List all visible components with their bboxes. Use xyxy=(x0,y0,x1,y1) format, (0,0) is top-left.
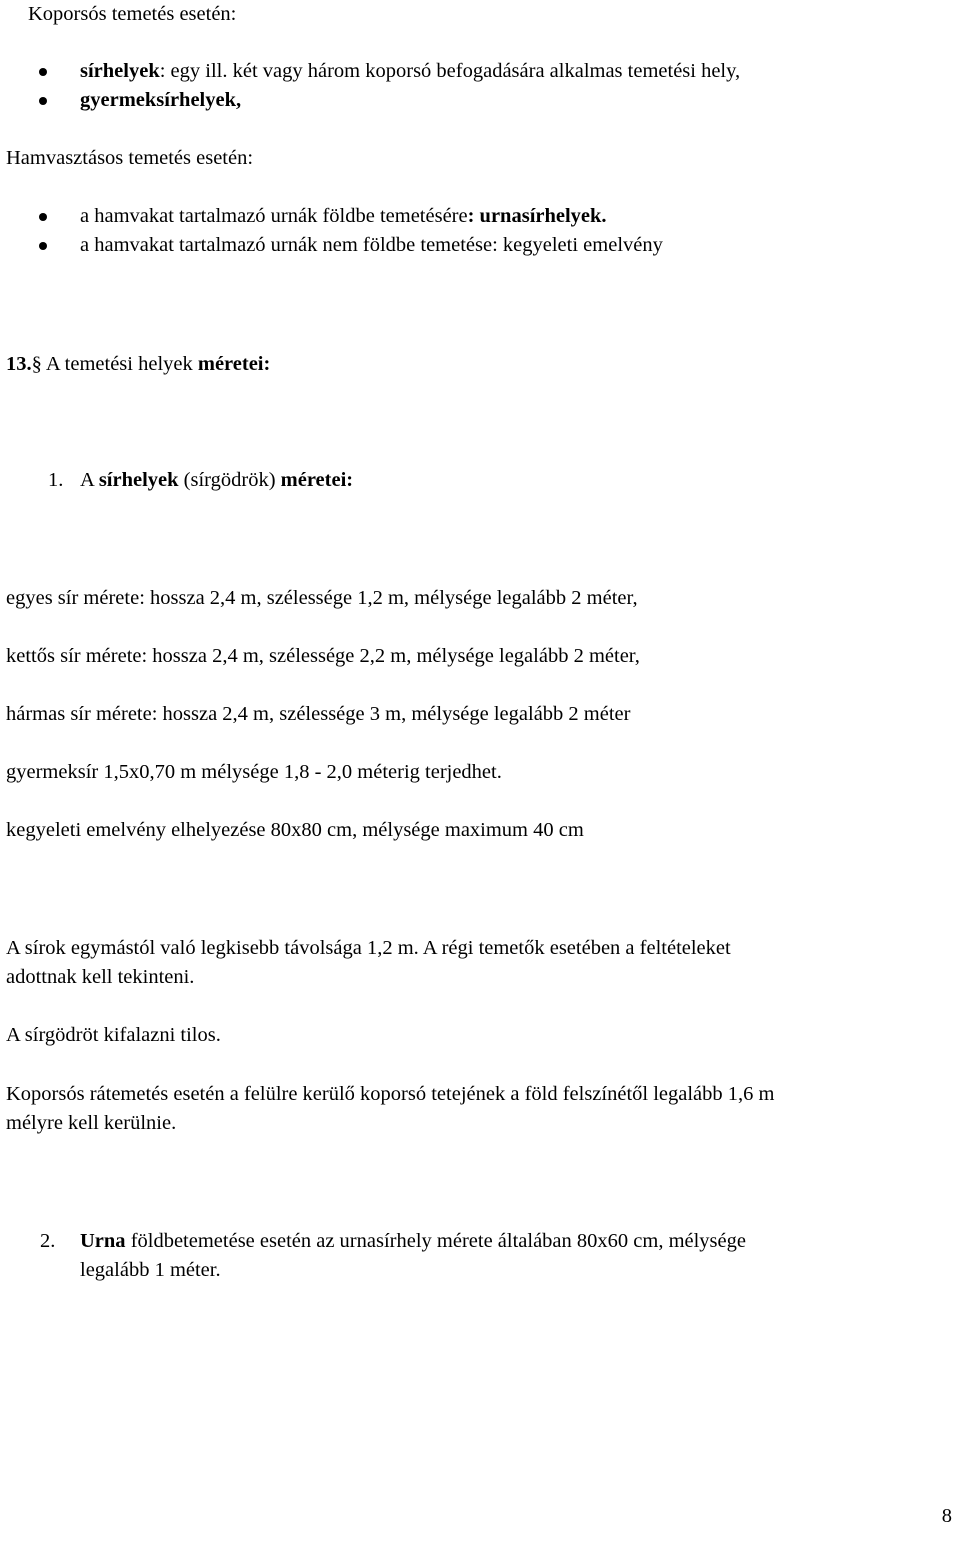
reburial-line-2: mélyre kell kerülnie. xyxy=(6,1112,177,1134)
list-item-gyermeksirhelyek xyxy=(80,88,241,113)
subheading-mid: (sírgödrök) xyxy=(178,469,281,491)
size-kettos: kettős sír mérete: hossza 2,4 m, szélessége 2,2 m, mélysége legalább 2 méter, xyxy=(6,645,640,667)
page-number: 8 xyxy=(941,1505,952,1527)
heading-text: A temetési helyek xyxy=(41,353,198,375)
bullet-icon xyxy=(39,242,47,250)
subheading-1 xyxy=(80,468,353,493)
size-kegyeleti: kegyeleti emelvény elhelyezése 80x80 cm, mélysége maximum 40 cm xyxy=(6,819,584,841)
section-koporsos-title: Koporsós temetés esetén: xyxy=(28,3,237,25)
list-item-urnasirhelyek xyxy=(80,204,607,229)
item2-line-1 xyxy=(80,1229,746,1254)
bullet-icon xyxy=(39,97,47,105)
item-text: : egy ill. két vagy három koporsó befogadására alkalmas temetési hely, xyxy=(159,60,741,82)
heading-number: 13. xyxy=(6,353,32,375)
subheading-bold: méretei: xyxy=(280,469,354,491)
item2-number: 2. xyxy=(40,1230,56,1252)
subheading-bold: sírhelyek xyxy=(98,469,179,491)
section-hamvasztasos-title: Hamvasztásos temetés esetén: xyxy=(6,147,254,169)
distance-line-1: A sírok egymástól való legkisebb távolsága 1,2 m. A régi temetők esetében a feltételeket xyxy=(6,937,731,959)
prohibition-text: A sírgödröt kifalazni tilos. xyxy=(6,1024,221,1046)
reburial-line-1: Koporsós rátemetés esetén a felülre kerülő koporsó tetejének a föld felszínétől legalább 1,6 m xyxy=(6,1083,775,1105)
bullet-icon xyxy=(39,213,47,221)
size-egyes: egyes sír mérete: hossza 2,4 m, szélessége 1,2 m, mélysége legalább 2 méter, xyxy=(6,587,638,609)
item-bold: sírhelyek xyxy=(80,60,160,82)
size-gyermeksir: gyermeksír 1,5x0,70 m mélysége 1,8 - 2,0 méterig terjedhet. xyxy=(6,761,502,783)
list-item-sirhelyek xyxy=(80,59,740,84)
heading-13 xyxy=(6,352,270,377)
heading-bold: méretei: xyxy=(197,353,271,375)
item-bold: : urnasírhelyek. xyxy=(467,205,607,227)
item-text: a hamvakat tartalmazó urnák földbe temetésére xyxy=(80,205,468,227)
bullet-icon xyxy=(39,68,47,76)
item-bold: gyermeksírhelyek, xyxy=(80,89,242,111)
subheading-number: 1. xyxy=(48,469,64,491)
size-harmas: hármas sír mérete: hossza 2,4 m, szélessége 3 m, mélysége legalább 2 méter xyxy=(6,703,631,725)
item2-bold: Urna xyxy=(80,1230,126,1252)
section-sign: § xyxy=(31,353,42,375)
subheading-pre: A xyxy=(80,469,99,491)
list-item-kegyeleti: a hamvakat tartalmazó urnák nem földbe temetése: kegyeleti emelvény xyxy=(80,234,663,256)
item2-text: földbetemetése esetén az urnasírhely mérete általában 80x60 cm, mélysége xyxy=(125,1230,746,1252)
item2-line-2: legalább 1 méter. xyxy=(80,1259,221,1281)
distance-line-2: adottnak kell tekinteni. xyxy=(6,966,195,988)
